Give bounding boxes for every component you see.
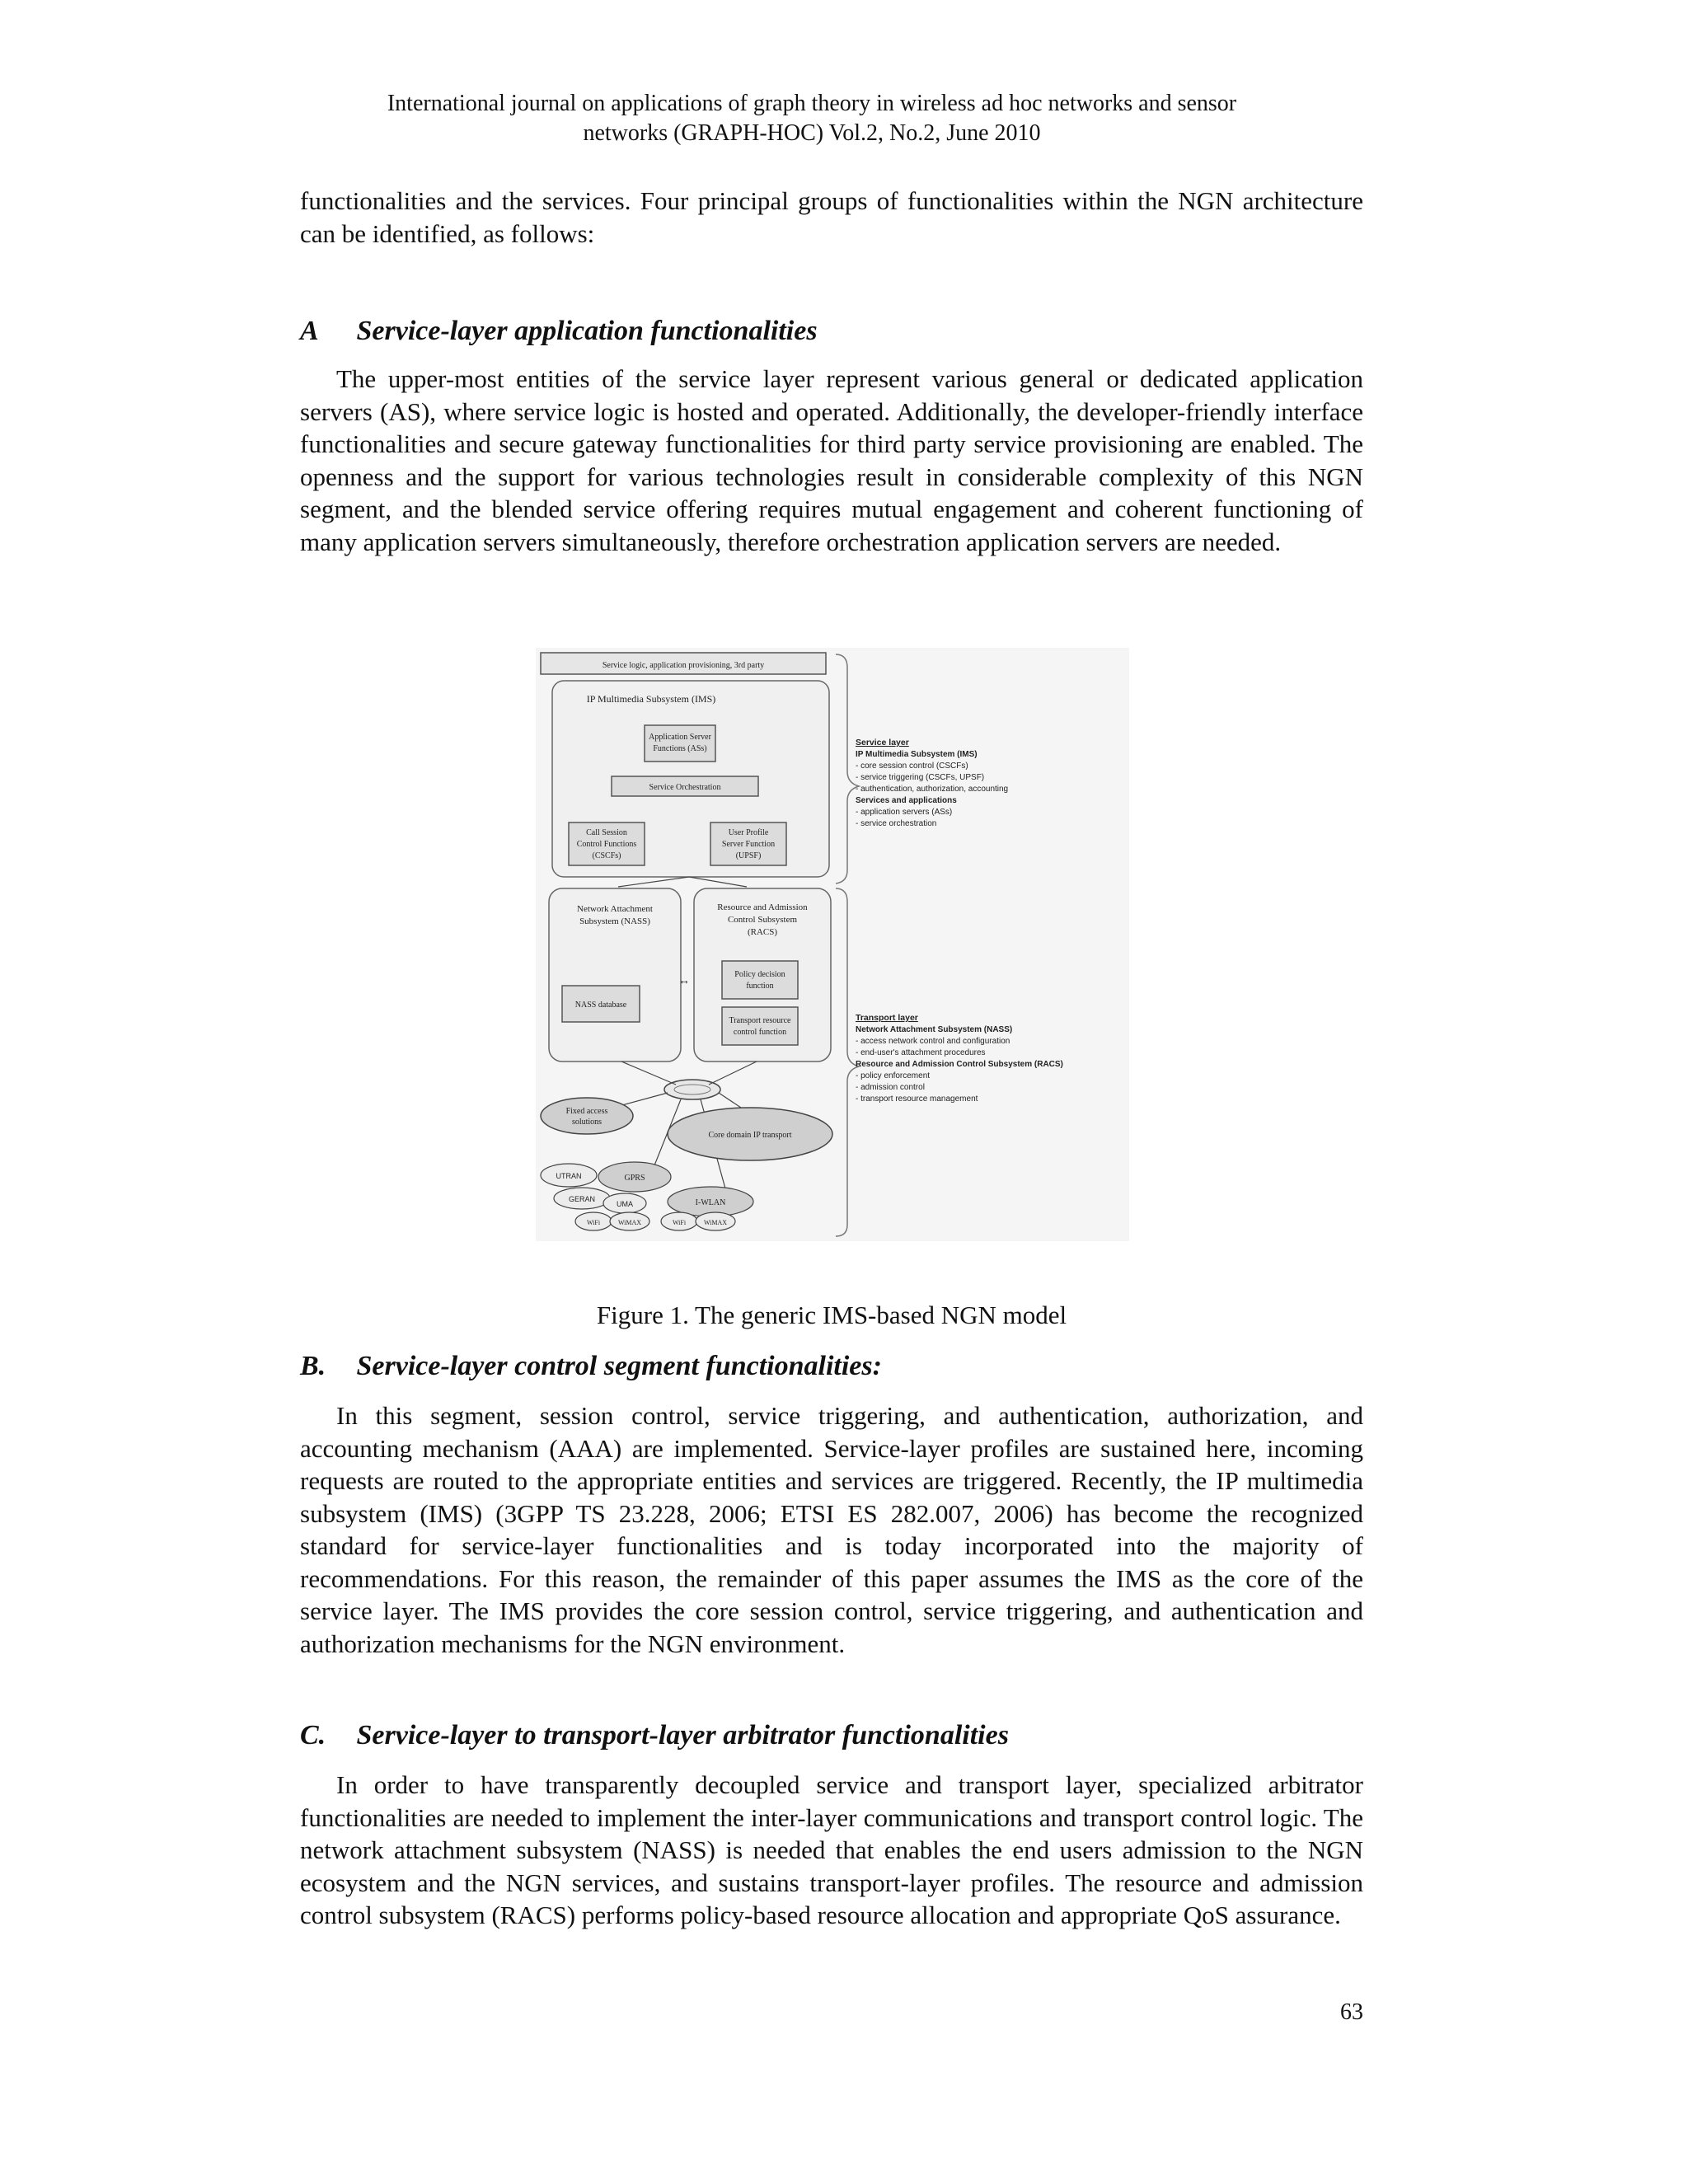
racs-hub-link — [709, 1062, 757, 1085]
wifi-1-label: WiFi — [586, 1219, 601, 1226]
pdf-box — [722, 961, 798, 999]
pdf-line-1: Policy decision — [734, 970, 785, 979]
racs-title-line-1: Resource and Admission — [717, 902, 808, 912]
utran-label: UTRAN — [556, 1172, 582, 1180]
core-ip-label: Core domain IP transport — [708, 1131, 792, 1140]
ims-title: IP Multimedia Subsystem (IMS) — [586, 693, 716, 705]
section-c-heading — [300, 1719, 1363, 1752]
transport-nass-item-2: - end-user's attachment procedures — [856, 1048, 986, 1057]
section-b-label: B. — [300, 1351, 326, 1381]
transport-nass-heading: Network Attachment Subsystem (NASS) — [856, 1025, 1013, 1034]
figure-ngn-model — [536, 648, 1129, 1241]
as-box-line-1: Application Server — [649, 733, 711, 742]
transport-racs-heading: Resource and Admission Control Subsystem (RACS) — [856, 1060, 1063, 1069]
transport-racs-item-1: - policy enforcement — [856, 1071, 931, 1080]
trcf-line-1: Transport resource — [729, 1016, 791, 1025]
as-box — [645, 725, 715, 762]
nass-title-line-1: Network Attachment — [577, 904, 653, 914]
gprs-label: GPRS — [624, 1174, 645, 1183]
wimax-1-label: WiMAX — [617, 1219, 642, 1226]
cscf-line-2: Control Functions — [576, 840, 637, 849]
fixed-access-ellipse — [541, 1098, 633, 1134]
nass-db-label: NASS database — [574, 1001, 627, 1010]
wimax-2-label: WiMAX — [703, 1219, 728, 1226]
nass-racs-arrow: ↔ — [678, 975, 690, 987]
section-b-title: Service-layer control segment functionalities: — [356, 1351, 882, 1381]
trcf-box — [722, 1007, 798, 1045]
service-ims-heading: IP Multimedia Subsystem (IMS) — [856, 750, 978, 759]
header-line-2: networks (GRAPH-HOC) Vol.2, No.2, June 2010 — [583, 120, 1041, 146]
trcf-line-2: control function — [733, 1028, 787, 1037]
upsf-line-2: Server Function — [721, 840, 776, 849]
service-layer-legend — [856, 738, 1008, 828]
geran-label: GERAN — [568, 1195, 596, 1203]
wifi-2-label: WiFi — [672, 1219, 687, 1226]
section-c-label: C. — [300, 1720, 326, 1750]
figure-diagram — [536, 648, 1129, 1241]
service-ims-item-1: - core session control (CSCFs) — [856, 762, 968, 771]
cscf-line-1: Call Session — [586, 828, 627, 837]
nass-title-line-2: Subsystem (NASS) — [579, 916, 650, 926]
running-header — [280, 89, 1343, 148]
service-apps-heading: Services and applications — [856, 796, 957, 805]
section-a-paragraph: The upper-most entities of the service layer represent various general or dedicated application servers (AS), where service logic is hosted and operated. Additionally, the developer-friendly interface functionalities and secure gateway functionalities for third party service provisioning are enabled. The openness and the support for various technologies result in considerable complexity of this NGN segment, and the blended service offering requires mutual engagement and coherent functioning of many application servers simultaneously, therefore orchestration application servers are needed. — [300, 364, 1363, 556]
fixed-access-line-1: Fixed access — [565, 1107, 608, 1116]
upsf-line-1: User Profile — [728, 828, 769, 837]
top-bar-label: Service logic, application provisioning, 3rd party — [602, 661, 765, 670]
racs-title-line-3: (RACS) — [747, 927, 778, 937]
fixed-access-line-2: solutions — [571, 1118, 603, 1127]
racs-title-line-2: Control Subsystem — [727, 915, 798, 925]
upsf-line-3: (UPSF) — [735, 851, 762, 860]
page-number: 63 — [1340, 1999, 1363, 2025]
transport-racs-item-2: - admission control — [856, 1083, 925, 1092]
iwlan-label: I-WLAN — [695, 1198, 726, 1207]
service-layer-heading: Service layer — [856, 738, 909, 748]
transport-racs-item-3: - transport resource management — [856, 1094, 978, 1104]
section-c-title: Service-layer to transport-layer arbitrator functionalities — [356, 1720, 1009, 1750]
header-line-1: International journal on applications of graph theory in wireless ad hoc networks and sensor — [387, 91, 1237, 116]
ims-racs-link — [689, 877, 747, 887]
service-ims-item-3: - authentication, authorization, accounting — [856, 785, 1009, 794]
section-a-label: A — [300, 316, 319, 346]
transport-layer-heading: Transport layer — [856, 1013, 918, 1023]
intro-paragraph: functionalities and the services. Four principal groups of functionalities within the NGN architecture can be identified, as follows: — [300, 186, 1363, 248]
nass-hub-link — [621, 1062, 676, 1085]
orchestration-label: Service Orchestration — [649, 783, 721, 792]
pdf-line-2: function — [746, 982, 774, 991]
service-apps-item-2: - service orchestration — [856, 819, 937, 828]
ims-nass-link — [618, 877, 689, 887]
service-apps-item-1: - application servers (ASs) — [856, 808, 953, 817]
uma-label: UMA — [617, 1200, 633, 1208]
section-a-heading — [300, 315, 1363, 348]
transport-nass-item-1: - access network control and configuration — [856, 1037, 1010, 1046]
as-box-line-2: Functions (ASs) — [653, 744, 707, 753]
section-a-title: Service-layer application functionalities — [356, 316, 818, 346]
section-b-paragraph: In this segment, session control, service triggering, and authentication, authorization, and accounting mechanism (AAA) are implemented. Service-layer profiles are sustained here, incoming requests are routed to the appropriate entities and services are triggered. Recently, the IP multimedia subsystem (IMS) (3GPP TS 23.228, 2006; ETSI ES 282.007, 2006) has become the recognized standard for service-layer functionalities and is today incorporated into the majority of recommendations. For this reason, the remainder of this paper assumes the IMS as the core of the service layer. The IMS provides the core session control, service triggering, and authentication and authorization mechanisms for the NGN environment. — [300, 1401, 1363, 1658]
section-c-paragraph: In order to have transparently decoupled service and transport layer, specialized arbitrator functionalities are needed to implement the inter-layer communications and transport control logic. The network attachment subsystem (NASS) is needed that enables the end users admission to the NGN ecosystem and the NGN services, and sustains transport-layer profiles. The resource and admission control subsystem (RACS) performs policy-based resource allocation and appropriate QoS assurance. — [300, 1770, 1363, 1929]
service-ims-item-2: - service triggering (CSCFs, UPSF) — [856, 773, 985, 782]
cscf-line-3: (CSCFs) — [592, 851, 621, 860]
figure-caption: Figure 1. The generic IMS-based NGN model — [596, 1301, 1067, 1329]
nass-container — [549, 888, 681, 1062]
section-b-heading — [300, 1350, 1363, 1383]
transport-layer-legend — [856, 1013, 1063, 1104]
